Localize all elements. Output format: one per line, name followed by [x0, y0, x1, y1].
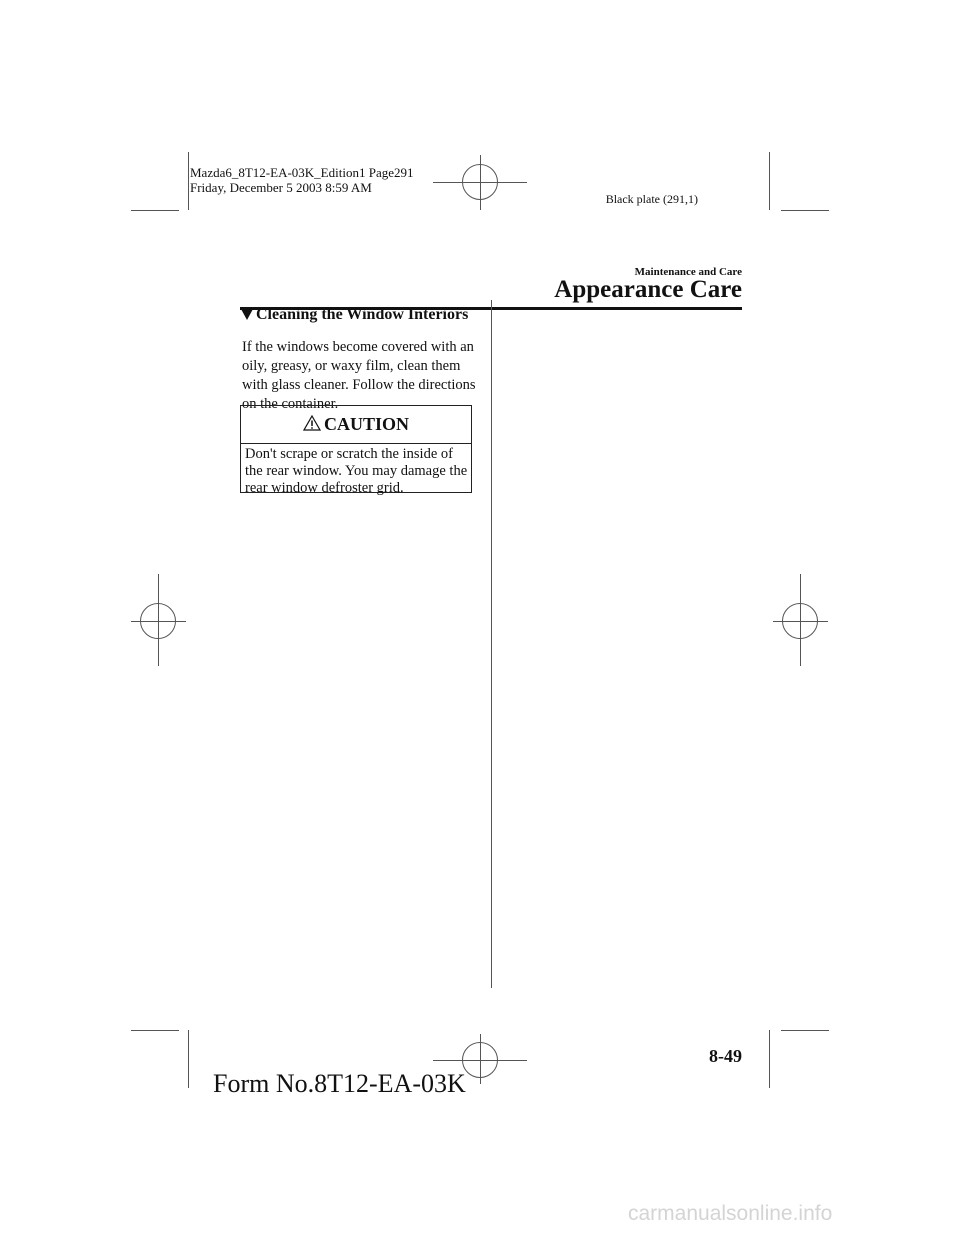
- page-number: 8-49: [709, 1046, 742, 1066]
- section-heading: [241, 305, 468, 325]
- warning-icon: [303, 415, 321, 431]
- print-file-line: Mazda6_8T12-EA-03K_Edition1 Page291: [190, 165, 414, 180]
- crop-mark: [781, 1030, 829, 1031]
- crop-mark: [188, 152, 189, 210]
- crop-mark: [769, 152, 770, 210]
- form-number: Form No.8T12-EA-03K: [213, 1069, 466, 1098]
- chapter-label: Maintenance and Care: [634, 266, 742, 278]
- crop-mark: [781, 210, 829, 211]
- crop-mark: [131, 1030, 179, 1031]
- section-title: Appearance Care: [554, 276, 742, 303]
- column-divider: [491, 300, 492, 988]
- caution-box: [240, 405, 472, 496]
- body-paragraph: If the windows become covered with an oily, greasy, or waxy film, clean them with glass cleaner. Follow the directions on the container.: [242, 339, 476, 412]
- crop-mark: [769, 1030, 770, 1088]
- watermark: carmanualsonline.info: [628, 1202, 833, 1225]
- crop-mark: [131, 210, 179, 211]
- triangle-down-icon: [241, 309, 253, 320]
- section-heading-text: Cleaning the Window Interiors: [256, 306, 469, 323]
- plate-label: Black plate (291,1): [605, 192, 698, 206]
- crop-mark: [188, 1030, 189, 1088]
- print-date-line: Friday, December 5 2003 8:59 AM: [190, 180, 372, 195]
- caution-text: Don't scrape or scratch the inside of the rear window. You may damage the rear window defroster grid.: [245, 446, 468, 496]
- caution-title: CAUTION: [323, 414, 409, 434]
- caution-header: [241, 414, 471, 435]
- caution-divider: [241, 443, 471, 444]
